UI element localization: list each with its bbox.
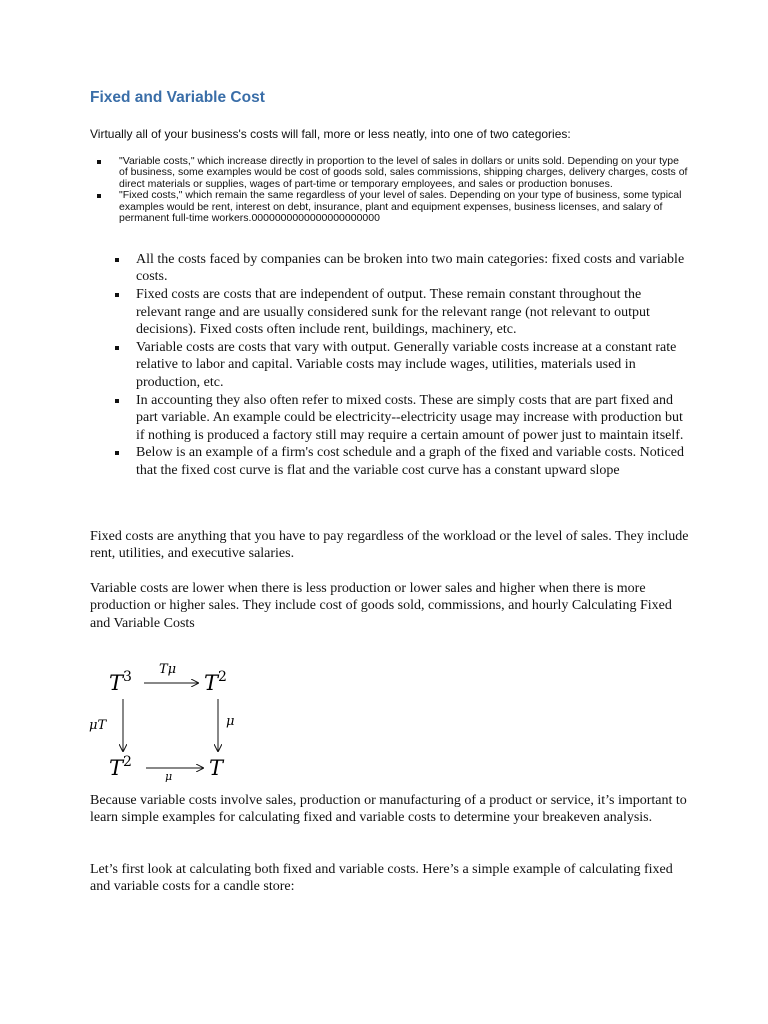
arrow-label-left: μT bbox=[89, 718, 107, 733]
arrow-label-right: μ bbox=[226, 714, 235, 729]
list-item: Variable costs are costs that vary with output. Generally variable costs increase at a constant rate relative to labor and capital. Variable costs may include wages, utilities, materials used in production, etc. bbox=[113, 339, 688, 391]
node-bottom-left: $T^2$ bbox=[109, 754, 132, 780]
node-bottom-right: T bbox=[209, 756, 224, 780]
category-list bbox=[90, 156, 690, 224]
arrow-label-top: Tμ bbox=[159, 662, 177, 677]
arrow-label-bottom: μ bbox=[165, 770, 173, 782]
intro-text: Virtually all of your business's costs will fall, more or less neatly, into one of two categories: bbox=[90, 127, 571, 141]
commutative-diagram bbox=[85, 652, 255, 782]
paragraph-breakeven: Because variable costs involve sales, production or manufacturing of a product or service, it’s important to learn simple examples for calculating fixed and variable costs to determine your breakeven analysis. bbox=[90, 793, 687, 826]
list-item: All the costs faced by companies can be broken into two main categories: fixed costs and variable costs. bbox=[113, 251, 688, 286]
list-item-fixed-costs: "Fixed costs," which remain the same regardless of your level of sales. Depending on your type of business, some typical examples would be rent, interest on debt, insurance, plant and equipment expenses, business licenses, and salary of permanent full-time workers.0000000000000000000000 bbox=[90, 190, 690, 224]
list-item-variable-costs: "Variable costs," which increase directly in proportion to the level of sales in dollars or units sold. Depending on your type of business, some examples would be cost of goods sold, sales commissions, shipping charges, delivery charges, costs of direct materials or supplies, wages of part-time or temporary employees, and sales or production bonuses. bbox=[90, 156, 690, 190]
list-item: In accounting they also often refer to mixed costs. These are simply costs that are part fixed and part variable. An example could be electricity--electricity usage may increase with production but if nothing is produced a factory still may require a certain amount of power just to maintain itself. bbox=[113, 392, 688, 444]
list-item: Below is an example of a firm's cost schedule and a graph of the fixed and variable costs. Noticed that the fixed cost curve is flat and the variable cost curve has a constant upward slope bbox=[113, 444, 688, 479]
node-top-right: $T^2$ bbox=[204, 669, 227, 695]
paragraph-variable-costs: Variable costs are lower when there is less production or lower sales and higher when there is more production or higher sales. They include cost of goods sold, commissions, and hourly Calculating Fixed and Variable Costs bbox=[90, 581, 672, 631]
node-top-left: $T^3$ bbox=[109, 669, 132, 695]
paragraph-fixed-costs: Fixed costs are anything that you have to pay regardless of the workload or the level of sales. They include rent, utilities, and executive salaries. bbox=[90, 529, 689, 562]
paragraph-candle-example: Let’s first look at calculating both fixed and variable costs. Here’s a simple example of calculating fixed and variable costs for a candle store: bbox=[90, 862, 673, 895]
page-title: Fixed and Variable Cost bbox=[90, 89, 265, 106]
list-item: Fixed costs are costs that are independent of output. These remain constant throughout the relevant range and are usually considered sunk for the relevant range (not relevant to output decisions). Fixed costs often include rent, buildings, machinery, etc. bbox=[113, 286, 688, 338]
cost-notes-list bbox=[113, 251, 688, 480]
